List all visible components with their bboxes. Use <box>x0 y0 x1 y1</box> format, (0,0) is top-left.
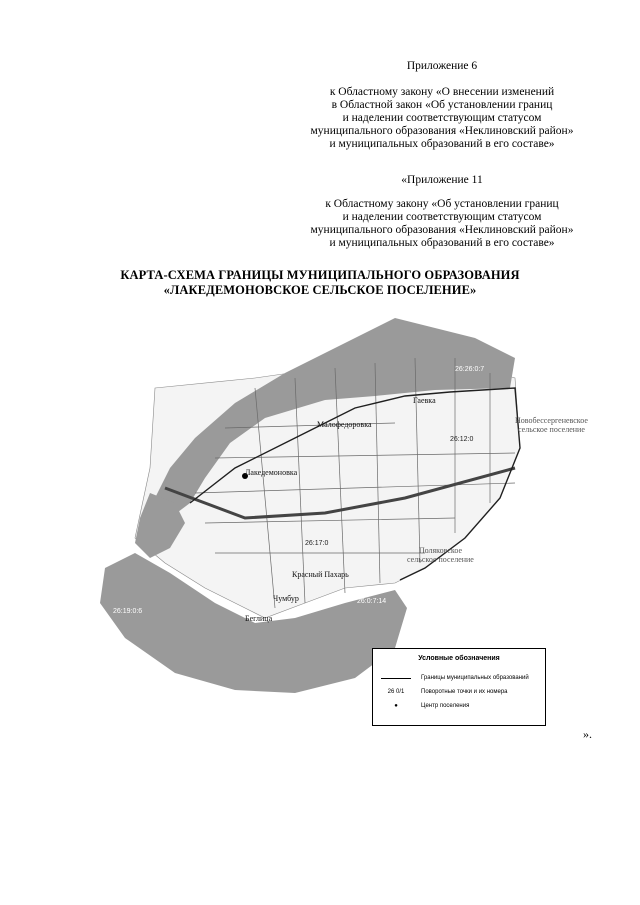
appendix-11-header <box>292 174 592 250</box>
legend-title: Условные обозначения <box>418 655 500 662</box>
map-legend <box>372 648 546 726</box>
label-malofedorovka: Малофедоровка <box>317 420 372 429</box>
cadastral-label: 26:19:0:6 <box>113 608 143 615</box>
label-bely-bereg: Беглица <box>245 614 273 623</box>
appendix-11-line: и наделении соответствующим статусом <box>342 211 542 223</box>
heading-line-2: «ЛАКЕДЕМОНОВСКОЕ СЕЛЬСКОЕ ПОСЕЛЕНИЕ» <box>163 283 477 297</box>
centre-dot-icon: ● <box>394 703 398 709</box>
appendix-11-line: муниципального образования «Неклиновский район» <box>310 224 574 236</box>
cadastral-label: 26:12:0 <box>450 436 474 443</box>
label-lakedemonovka: Лакедемоновка <box>245 468 298 477</box>
neighbor-name-line: Поляковское <box>418 546 463 555</box>
neighbor-name-line: Новобессергеневское <box>515 416 588 425</box>
appendix-11-line: к Областному закону «Об установлении границ <box>325 198 559 210</box>
neighbor-name-line: сельское поселение <box>407 555 474 564</box>
cadastral-label: 26:17:0 <box>305 540 329 547</box>
closing-quote-mark: ». <box>583 727 592 741</box>
label-novobessergenevskoe <box>515 416 588 434</box>
appendix-6-line: к Областному закону «О внесении изменений <box>329 86 555 98</box>
legend-item <box>381 673 541 683</box>
label-polyakovskoe <box>407 546 474 564</box>
document-heading <box>0 268 640 298</box>
appendix-6-line: муниципального образования «Неклиновский район» <box>310 125 574 137</box>
appendix-6-header <box>292 60 592 151</box>
cadastral-label: 26:26:0:7 <box>455 366 485 373</box>
appendix-6-line: и наделении соответствующим статусом <box>342 112 542 124</box>
appendix-11-line: и муниципальных образований в его составе» <box>329 237 555 249</box>
label-gaevka: Гаевка <box>413 396 436 405</box>
turning-point-symbol: 26 0/1 <box>387 689 405 695</box>
label-chumbur: Чумбур <box>273 594 299 603</box>
legend-item-text: Границы муниципальных образований <box>421 675 529 681</box>
legend-item-text: Центр поселения <box>421 703 470 709</box>
appendix-11-title: «Приложение 11 <box>401 174 483 186</box>
legend-item-text: Поворотные точки и их номера <box>421 689 508 695</box>
appendix-6-line: в Областной закон «Об установлении границ <box>331 99 553 111</box>
appendix-6-line: и муниципальных образований в его составе» <box>329 138 555 150</box>
cadastral-label: 26:0:7:14 <box>357 598 387 605</box>
neighbor-name-line: сельское поселение <box>518 425 585 434</box>
legend-item <box>381 687 541 697</box>
label-krasny-pakhar: Красный Пахарь <box>292 570 349 579</box>
heading-line-1: КАРТА-СХЕМА ГРАНИЦЫ МУНИЦИПАЛЬНОГО ОБРАЗОВАНИЯ <box>120 268 520 282</box>
appendix-6-title: Приложение 6 <box>406 60 478 72</box>
boundary-line-icon <box>381 673 411 683</box>
legend-item <box>381 701 541 711</box>
